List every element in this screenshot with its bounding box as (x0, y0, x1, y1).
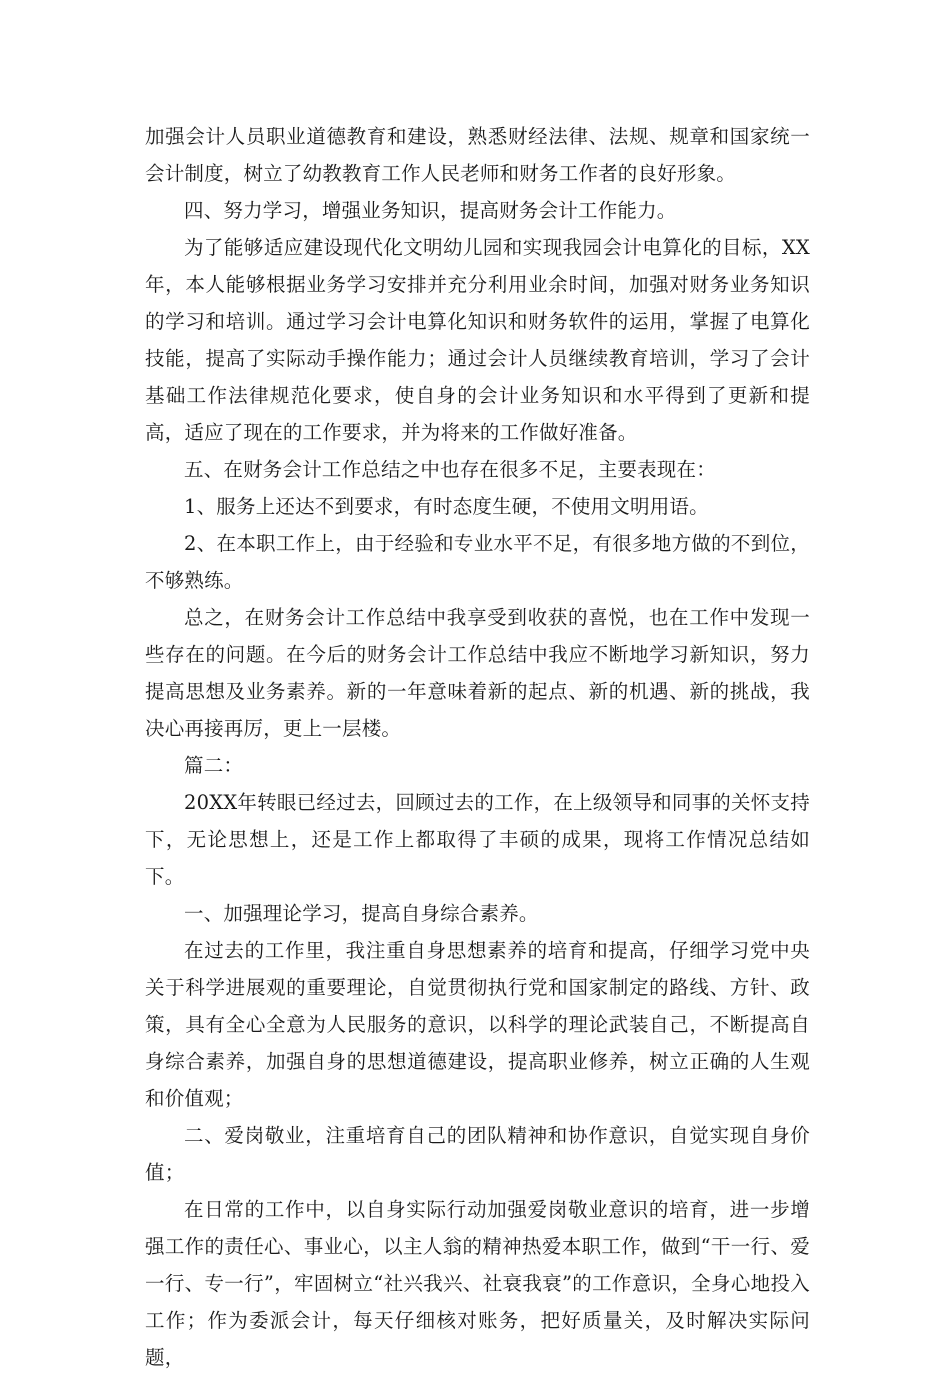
paragraph: 加强会计人员职业道德教育和建设，熟悉财经法律、法规、规章和国家统一会计制度，树立了幼教教育工作人民老师和财务工作者的良好形象。 (145, 125, 810, 185)
section-heading: 二、爱岗敬业，注重培育自己的团队精神和协作意识，自觉实现自身价值； (145, 1124, 810, 1184)
paragraph: 20XX年转眼已经过去，回顾过去的工作，在上级领导和同事的关怀支持下，无论思想上，还是工作上都取得了丰硕的成果，现将工作情况总结如下。 (145, 791, 810, 888)
list-item: 2、在本职工作上，由于经验和专业水平不足，有很多地方做的不到位，不够熟练。 (145, 532, 810, 592)
part-heading: 篇二： (184, 754, 244, 777)
section-heading: 五、在财务会计工作总结之中也存在很多不足，主要表现在： (184, 458, 716, 481)
paragraph: 在日常的工作中，以自身实际行动加强爱岗敬业意识的培育，进一步增强工作的责任心、事业心，以主人翁的精神热爱本职工作，做到“干一行、爱一行、专一行”，牢固树立“社兴我兴、社衰我衰”的工作意识，全身心地投入工作；作为委派会计，每天仔细核对账务，把好质量关，及时解决实际问题， (145, 1198, 810, 1369)
paragraph: 总之，在财务会计工作总结中我享受到收获的喜悦，也在工作中发现一些存在的问题。在今后的财务会计工作总结中我应不断地学习新知识，努力提高思想及业务素养。新的一年意味着新的起点、新的机遇、新的挑战，我决心再接再厉，更上一层楼。 (145, 606, 810, 740)
paragraph: 在过去的工作里，我注重自身思想素养的培育和提高，仔细学习党中央关于科学进展观的重要理论，自觉贯彻执行党和国家制定的路线、方针、政策，具有全心全意为人民服务的意识，以科学的理论武装自己，不断提高自身综合素养，加强自身的思想道德建设，提高职业修养，树立正确的人生观和价值观； (145, 939, 810, 1110)
section-heading: 一、加强理论学习，提高自身综合素养。 (184, 902, 539, 925)
paragraph: 为了能够适应建设现代化文明幼儿园和实现我园会计电算化的目标，XX年，本人能够根据业务学习安排并充分利用业余时间，加强对财务业务知识的学习和培训。通过学习会计电算化知识和财务软件的运用，掌握了电算化技能，提高了实际动手操作能力；通过会计人员继续教育培训，学习了会计基础工作法律规范化要求，使自身的会计业务知识和水平得到了更新和提高，适应了现在的工作要求，并为将来的工作做好准备。 (145, 236, 810, 444)
document-page (145, 118, 810, 1376)
section-heading: 四、努力学习，增强业务知识，提高财务会计工作能力。 (184, 199, 677, 222)
list-item: 1、服务上还达不到要求，有时态度生硬，不使用文明用语。 (184, 495, 709, 518)
